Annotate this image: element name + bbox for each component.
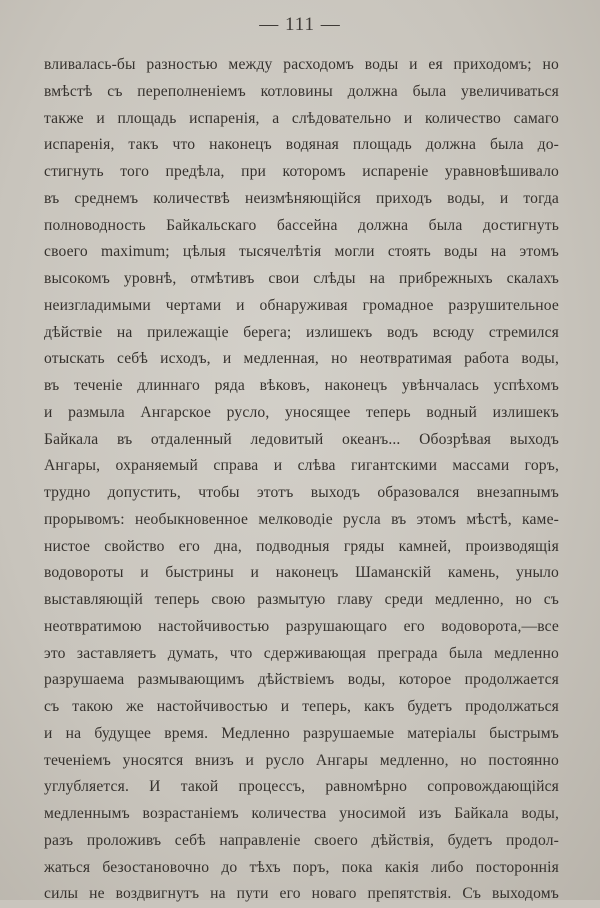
text-line: высокомъ уровнѣ, отмѣтивъ свои слѣды на прибрежныхъ скалахъ bbox=[44, 270, 559, 287]
text-line: въ теченіе длиннаго ряда вѣковъ, наконецъ увѣнчалась успѣхомъ bbox=[44, 377, 559, 394]
text-line: силы не воздвигнутъ на пути его новаго препятствія. Съ выходомъ bbox=[44, 885, 559, 903]
text-line: неизгладимыми чертами и обнаруживая громадное разрушительное bbox=[44, 296, 559, 314]
text-line: неотвратимою настойчивостью разрушающаго его водоворота,—все bbox=[44, 617, 559, 635]
text-line: разрушаема размывающимъ дѣйствіемъ воды, которое продолжается bbox=[44, 671, 559, 689]
text-line: въ среднемъ количествѣ неизмѣняющійся приходъ воды, и тогда bbox=[44, 189, 559, 207]
body-text bbox=[44, 52, 559, 908]
text-line: стигнуть того предѣла, при которомъ испареніе уравновѣшивало bbox=[44, 163, 559, 180]
text-line: выставляющій теперь свою размытую главу среди медленно, но съ bbox=[44, 591, 559, 608]
text-line: водовороты и быстрины и наконецъ Шаманскій камень, уныло bbox=[44, 564, 559, 582]
text-line: нистое свойство его дна, подводныя гряды камней, производящія bbox=[44, 537, 559, 555]
text-line: своего maximum; цѣлыя тысячелѣтія могли стоять воды на этомъ bbox=[44, 243, 559, 261]
text-line: Ангары, охраняемый справа и слѣва гигантскими массами горъ, bbox=[44, 457, 559, 475]
text-line: жаться безостановочно до тѣхъ поръ, пока какія либо постороннія bbox=[44, 858, 559, 876]
text-line: это заставляетъ думать, что сдерживающая преграда была медленно bbox=[44, 644, 559, 662]
text-line: и размыла Ангарское русло, уносящее теперь водный излишекъ bbox=[44, 403, 559, 421]
text-line: вливалась-бы разностью между расходомъ воды и ея приходомъ; но bbox=[44, 56, 559, 73]
text-line: и на будущее время. Медленно разрушаемые матеріалы быстрымъ bbox=[44, 724, 559, 742]
text-line: трудно допустить, чтобы этотъ выходъ образовался внезапнымъ bbox=[44, 484, 559, 501]
text-line: вмѣстѣ съ переполненіемъ котловины должна была увеличиваться bbox=[44, 82, 559, 100]
text-line: медленнымъ возрастаніемъ количества уносимой изъ Байкала воды, bbox=[44, 805, 559, 822]
text-line: дѣйствіе на прилежащіе берега; излишекъ водъ всюду стремился bbox=[44, 323, 559, 341]
text-line: теченіемъ уносятся внизъ и русло Ангары медленно, но постоянно bbox=[44, 751, 559, 769]
text-line: Байкала въ отдаленный ледовитый океанъ... Обозрѣвая выходъ bbox=[44, 430, 559, 448]
text-line: прорывомъ: необыкновенное мелководіе русла въ этомъ мѣстѣ, каме- bbox=[44, 510, 559, 528]
text-line: углубляется. И такой процессъ, равномѣрно сопровождающійся bbox=[44, 778, 559, 796]
text-line: отыскать себѣ исходъ, и медленная, но неотвратимая работа воды, bbox=[44, 350, 559, 368]
text-line: разъ проложивъ себѣ направленіе своего дѣйствія, будетъ продол- bbox=[44, 831, 559, 849]
text-line: также и площадь испаренія, а слѣдовательно и количество самаго bbox=[44, 109, 559, 127]
page-number: — 111 — bbox=[259, 14, 341, 35]
text-line: полноводность Байкальскаго бассейна должна была достигнуть bbox=[44, 216, 559, 234]
text-line: испаренія, такъ что наконецъ водяная площадь должна была до- bbox=[44, 136, 559, 154]
text-line: съ такою же настойчивостью и теперь, какъ будетъ продолжаться bbox=[44, 698, 559, 715]
